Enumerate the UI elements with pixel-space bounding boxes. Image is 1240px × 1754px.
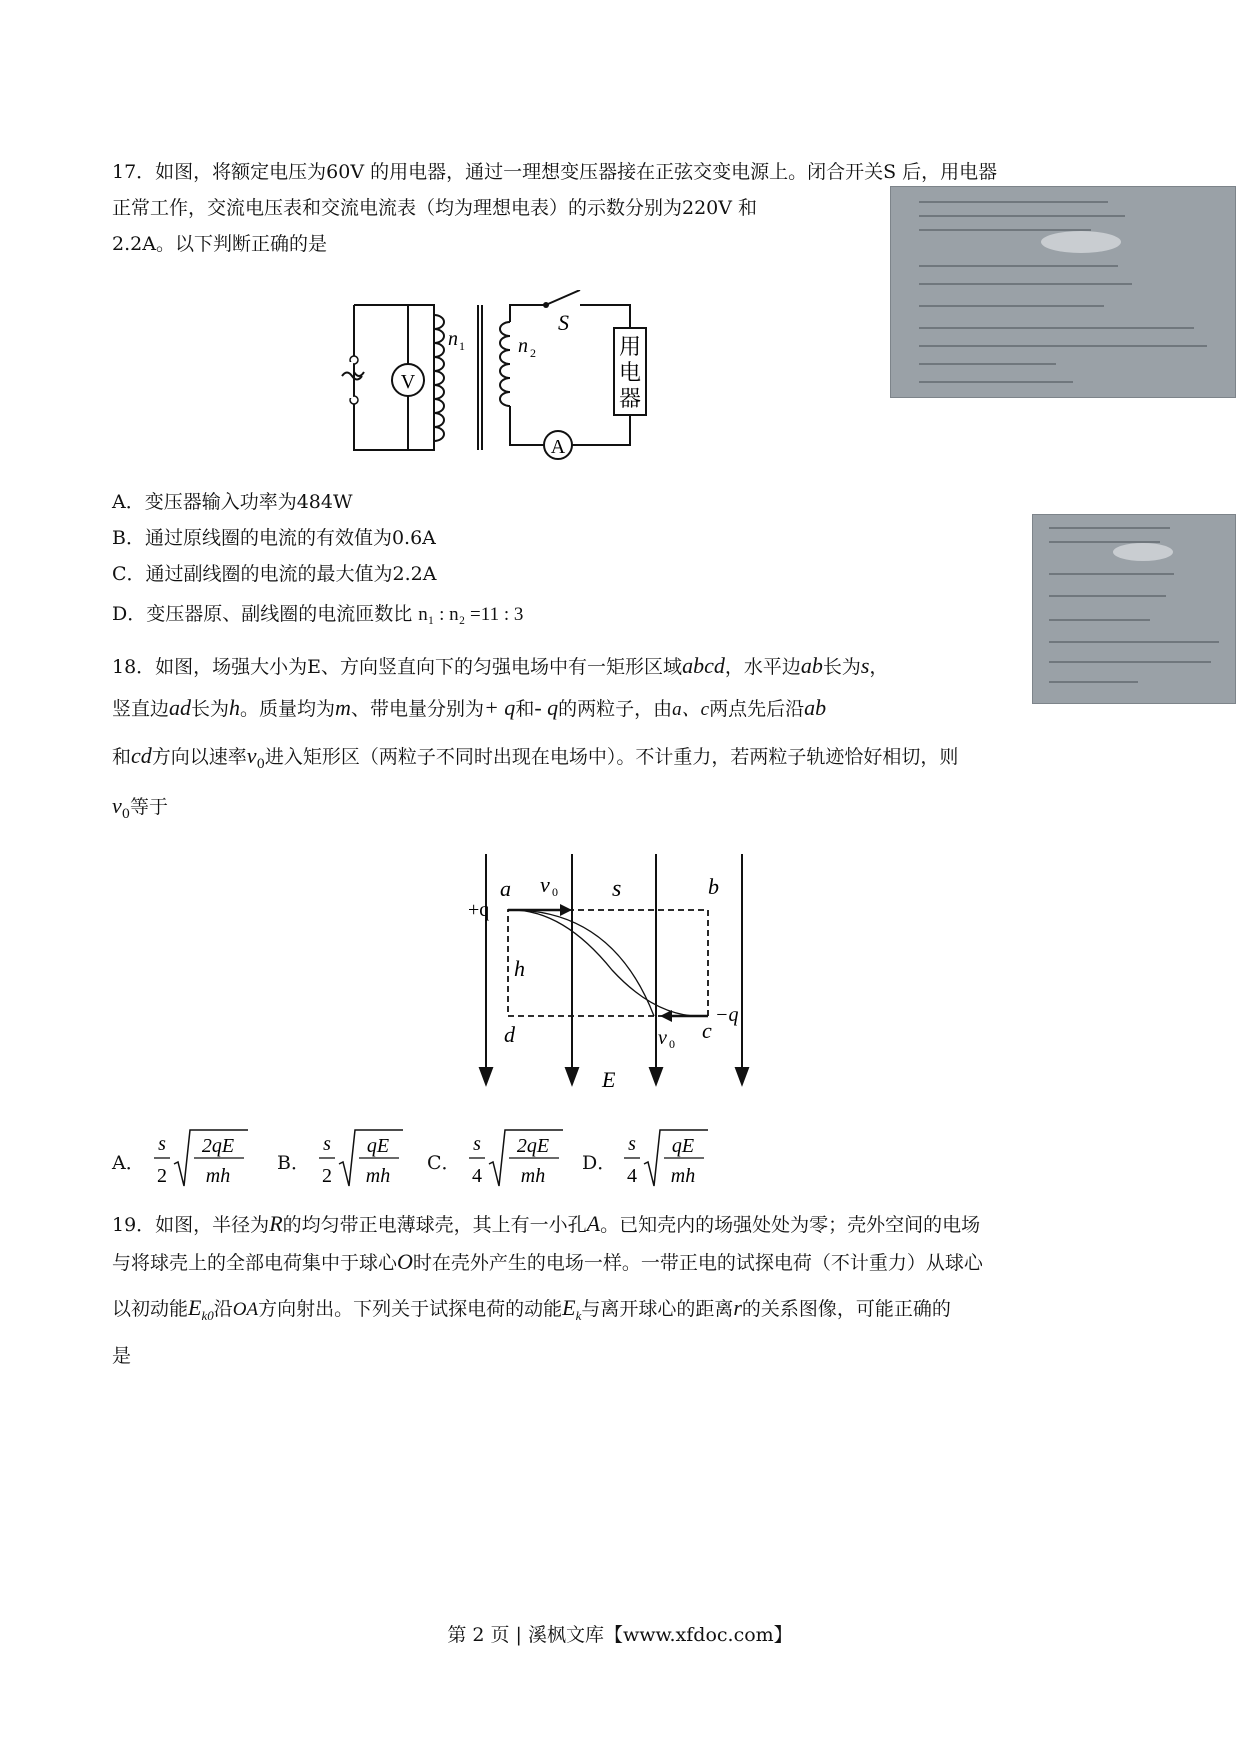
- radicand-denominator: mh: [670, 1165, 696, 1187]
- ammeter-label: A: [550, 436, 566, 458]
- radicand-numerator: 2qE: [201, 1135, 235, 1157]
- q18-text: 、带电量分别为: [350, 698, 484, 720]
- q19-text: 方向射出。下列关于试探电荷的动能: [258, 1298, 563, 1320]
- q17-option-c: C．通过副线圈的电流的最大值为2.2A: [112, 563, 437, 585]
- voltmeter-label: V: [400, 371, 416, 393]
- radicand-denominator: mh: [365, 1165, 391, 1187]
- q17-option-a: A．变压器输入功率为484W: [112, 491, 353, 513]
- fraction-numerator: s: [323, 1133, 331, 1155]
- height-h-label: h: [514, 956, 525, 981]
- q18-line-1: [112, 654, 888, 679]
- q18-v0: v: [246, 743, 257, 768]
- q18-ab: ab: [800, 653, 823, 678]
- n2-label: n: [518, 335, 528, 357]
- length-s-label: s: [612, 876, 622, 902]
- q18-line-2: [112, 696, 826, 722]
- q18-text: 的两粒子，由: [558, 698, 673, 720]
- q19-text: 的关系图像，可能正确的: [741, 1298, 951, 1320]
- q18-ac: a、c: [672, 699, 710, 720]
- minus-q-label: −q: [715, 1004, 739, 1026]
- q19-text: 时在壳外产生的电场一样。一带正电的试探电荷（不计重力）从球心: [412, 1252, 983, 1274]
- q17-option-d-text: D．变压器原、副线圈的电流匝数比: [112, 603, 413, 625]
- q18-text: 和: [515, 698, 535, 720]
- q19-O: O: [397, 1249, 413, 1274]
- point-c-label: c: [702, 1018, 712, 1043]
- q18-text: 方向以速率: [151, 746, 247, 768]
- fraction-denominator: 4: [472, 1165, 482, 1187]
- q18-text: 长为: [822, 656, 861, 678]
- q18-text: 。质量均为: [240, 698, 336, 720]
- q17-line-3: 2.2A。以下判断正确的是: [112, 233, 327, 255]
- radicand-numerator: qE: [671, 1135, 695, 1157]
- option-label: C．: [427, 1152, 461, 1174]
- q18-cd: cd: [131, 743, 152, 768]
- q18-text: 长为: [191, 698, 230, 720]
- point-b-label: b: [708, 874, 719, 899]
- fraction-denominator: 2: [322, 1165, 332, 1187]
- q19-text: 以初动能: [112, 1298, 189, 1320]
- q17-line-2: 正常工作，交流电压表和交流电流表（均为理想电表）的示数分别为220V 和: [112, 197, 758, 219]
- fraction-denominator: 4: [627, 1165, 637, 1187]
- q19-text: 19．如图，半径为: [112, 1214, 270, 1236]
- q19-r: r: [733, 1295, 742, 1320]
- q19-R: R: [269, 1211, 283, 1236]
- fraction-numerator: s: [473, 1133, 481, 1155]
- q18-v0: v: [112, 793, 122, 818]
- q19-line-2: [112, 1250, 983, 1275]
- transformer-circuit-diagram: [340, 290, 650, 465]
- q17-option-d-ratio: n₁ : n₂ =11 : 3: [418, 604, 524, 625]
- page-footer: 第 2 页 | 溪枫文库【www.xfdoc.com】: [447, 1624, 793, 1646]
- field-e-label: E: [602, 1067, 616, 1092]
- radicand-denominator: mh: [205, 1165, 231, 1187]
- fraction-numerator: s: [158, 1133, 166, 1155]
- load-char-2: 电: [618, 360, 642, 385]
- q18-answer-options: [112, 1124, 812, 1194]
- v0-top-subscript: 0: [552, 885, 558, 899]
- q18-h: h: [229, 695, 241, 720]
- q18-m: m: [335, 695, 351, 720]
- q19-line-4: 是: [112, 1345, 132, 1367]
- q19-OA: OA: [232, 1299, 259, 1320]
- q19-Ek: E: [562, 1295, 576, 1320]
- q19-Ek0: E: [188, 1295, 202, 1320]
- q19-Ek-subscript: k: [575, 1307, 582, 1323]
- q19-text: 沿: [213, 1298, 233, 1320]
- n2-subscript: 2: [530, 346, 536, 360]
- fraction-numerator: s: [628, 1133, 636, 1155]
- v0-bottom-label: v: [658, 1027, 667, 1049]
- load-char-3: 器: [618, 386, 642, 411]
- q18-plus-q: + q: [483, 695, 516, 720]
- point-a-label: a: [500, 876, 511, 901]
- q18-abcd: abcd: [682, 653, 725, 678]
- q19-text: 的均匀带正电薄球壳，其上有一小孔: [282, 1214, 587, 1236]
- q19-text: 与离开球心的距离: [581, 1298, 734, 1320]
- q18-text: ，: [869, 656, 889, 678]
- q17-option-d: [112, 602, 523, 627]
- plus-q-label: +q: [468, 899, 490, 921]
- q19-Ek0-subscript: k0: [201, 1307, 214, 1323]
- q18-text: 进入矩形区（两粒子不同时出现在电场中）。不计重力，若两粒子轨迹恰好相切，则: [264, 746, 959, 768]
- radicand-numerator: qE: [366, 1135, 390, 1157]
- q17-line-1: 17．如图，将额定电压为60V 的用电器，通过一理想变压器接在正弦交变电源上。闭合开关S 后，用电器: [112, 161, 998, 183]
- q18-minus-q: - q: [534, 695, 559, 720]
- q18-text: 两点先后沿: [709, 698, 805, 720]
- q18-text: 竖直边: [112, 698, 170, 720]
- scanned-page-thumbnail-2: [1032, 514, 1236, 704]
- q18-line-3: [112, 744, 958, 777]
- load-char-1: 用: [618, 334, 642, 359]
- option-label: A．: [112, 1152, 145, 1174]
- n1-subscript: 1: [459, 339, 465, 353]
- fraction-denominator: 2: [157, 1165, 167, 1187]
- point-d-label: d: [504, 1022, 515, 1047]
- radicand-numerator: 2qE: [516, 1135, 550, 1157]
- q19-text: 与将球壳上的全部电荷集中于球心: [112, 1252, 398, 1274]
- scanned-page-thumbnail: [890, 186, 1236, 398]
- option-label: B．: [277, 1152, 310, 1174]
- q18-ad: ad: [169, 695, 192, 720]
- q19-line-1: [112, 1212, 980, 1237]
- q18-text: 等于: [130, 796, 169, 818]
- q18-ab: ab: [804, 695, 827, 720]
- q18-s: s: [860, 653, 870, 678]
- v0-bottom-subscript: 0: [669, 1037, 675, 1051]
- radicand-denominator: mh: [520, 1165, 546, 1187]
- v0-top-label: v: [540, 872, 550, 897]
- q18-text: ，水平边: [724, 656, 801, 678]
- n1-label: n: [448, 328, 458, 350]
- switch-label: S: [558, 310, 569, 335]
- q19-text: 。已知壳内的场强处处为零；壳外空间的电场: [600, 1214, 981, 1236]
- q18-line-4: [112, 794, 168, 827]
- electric-field-diagram: [462, 850, 762, 1095]
- q18-v0-subscript: 0: [256, 756, 265, 772]
- q17-option-b: B．通过原线圈的电流的有效值为0.6A: [112, 527, 436, 549]
- q18-text: 18．如图，场强大小为E、方向竖直向下的匀强电场中有一矩形区域: [112, 656, 683, 678]
- q18-v0-subscript: 0: [121, 806, 131, 822]
- option-label: D．: [582, 1152, 617, 1174]
- q19-line-3: [112, 1296, 951, 1328]
- q19-A: A: [586, 1211, 601, 1236]
- q18-text: 和: [112, 746, 132, 768]
